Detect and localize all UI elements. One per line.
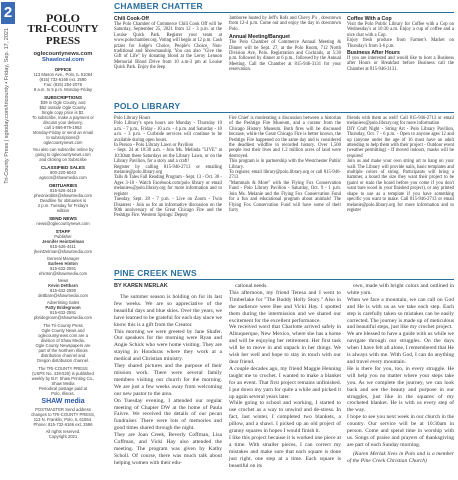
subs-line: $39 in Ogle County, and [40, 100, 86, 105]
chamber-col-2 [229, 16, 341, 73]
staff-heading: STAFF [55, 229, 71, 234]
obits-line: 2 p.m. Tuesday for Friday's [37, 203, 89, 208]
office-line: (815) 732-6166 ext. 2590 [39, 77, 87, 82]
about-line: division of Shaw Media. [41, 338, 85, 343]
subs-line: Single copy price is $2. [41, 110, 85, 115]
send-news-info [17, 221, 109, 226]
chamber-rule [114, 12, 454, 13]
obits-line: Deadline for obituaries is [39, 198, 87, 203]
stmt-line: weekly by B.F. Shaw Printing Co., [31, 376, 95, 381]
annual-meeting-text: The Polo Chamber of Commerce Annual Meeting & Dinner will be Sept. 27, at the Polo Room, 712 North Division Ave, Polo. Registration and Cocktails, at 5:30 p.m. followed by dinner at 6 p.m., followed by the Annual Meeting. Call the Chamber at 815-946-3131 for your reservation. [229, 40, 341, 73]
gm-name: Earleen Hinton [48, 261, 78, 266]
obits-line: pheonixobits@shawmedia.com [33, 193, 93, 198]
about-line: Oregon distribution channel. [36, 358, 90, 363]
subnote-line: and clicking on Subscribe [39, 157, 87, 162]
library-header: POLO LIBRARY [114, 101, 181, 111]
ad-name: Patty Bridegroom [45, 305, 81, 310]
obits-line: 815-526-4418 [49, 188, 77, 193]
library-rule [114, 112, 454, 113]
pine-creek-byline: BY KAREN MERLAK [114, 283, 168, 289]
classified-info [17, 170, 109, 180]
subnote-line: You also can subscribe online by [32, 147, 94, 152]
about-line: Ogle County Newspapers are [35, 343, 91, 348]
stmt-line: Periodical postage paid at [38, 386, 88, 391]
rights-line: All rights reserved. [45, 429, 81, 434]
about-line: oglecountynews.com are a [38, 333, 88, 338]
library-col-1: Polo Library Hours Polo Library's open hours are Monday - Thursday 10 a.m. - 7 p.m., Friday - 10 a.m. - 4 p.m. and Saturday - 10 a.m. - 3 p.m. - Curbside services will continue to be available during open hours. In Person - Polo Library Lawn or Pavilion - Sept. 24 at 10:30 a.m. - Join Ms. Melinda "LIVE" at 10:30am these Saturdays on the Library Lawn, or on the Library Pavilion, for a story and a craft! Register by calling 815-946-2713 or emailing melanie@polo.library.org Talls & Tales Fall Reading Program - Sept. 13 - Oct. 30 - Ages 3-18 - Watch Facebook.com/polo library or email melaniew@polo.library.org for more information and to register Tuesday, Sept. 28 - 7 p.m. - Live on Zoom - Twin Disasters - Join us for an informative discussion on the 90th anniversary of the Great Chicago Fire and the Peshtigo Fire. Western Springs: Deputy [114, 116, 222, 219]
office-line: 8 a.m. to 5 p.m. Monday-Friday [33, 87, 93, 92]
subs-line: $52 outside Ogle County. [39, 105, 87, 110]
masthead [17, 2, 109, 478]
publisher-contact [17, 244, 109, 254]
subscription-note [17, 147, 109, 162]
subs-line: discuss your delivery, [43, 120, 83, 125]
postmaster-info [17, 407, 109, 427]
pm-line: Phone: 815-732-6166 ext. 2596 [33, 422, 93, 427]
jeep-jamboree-text: Jamboree hosted by Jeff's Rofs and Chevy P's , downtown from 12-4 p.m. Come out and enjoy the day in downtown Polo. [229, 16, 341, 32]
subnote-line: going to oglecountynews.com [35, 152, 91, 157]
about-line: The Tri-County Press [43, 323, 83, 328]
news-contact [17, 288, 109, 298]
pine-creek-col-2: cational needs. This afternoon, my friend Teresa and I went to Timberlake for "The Buddy Holly Story." Also in the audience were Bee and Vicki Hay. I spotted them during the intermission and we shared our excitement for the excellent performance. We received word that Charlotte arrived safely in Albuquerque, New Mexico, where she has a home and will be enjoying her retirement. Her first task will be to move in and unpack in her things. We wish her well and hope to stay in touch with our dear friend. A couple decades ago, my friend Maggie Henning taught me to crochet. I wanted to make a blanket for an event. That first project remains unfinished. I put down my yarn for quite a while and picked it up again several years later. While going to school and working, I started to use crochet as a way to unwind and de-stress. In fact, last winter, I completed two blankets, a pillow, and a shawl. I picked up an old project of granny squares in hopes I would finish it. I like this project because it is worked one piece at a time. With smaller pieces, I can correct my mistakes and make sure that each square is done just right, one step at a time. Each square is beautiful on its [229, 283, 341, 469]
subscriptions-heading: SUBSCRIPTIONS [44, 95, 82, 100]
subs-line: Monday-Friday or send an email [32, 130, 94, 135]
obituaries-info [17, 188, 109, 213]
subs-line: oglecountynews.com [43, 140, 83, 145]
ad-contact [17, 310, 109, 320]
about-line: part of the Northern Illinois [38, 348, 88, 353]
ad-line: pbridegroom@shawmedia.com [33, 315, 93, 320]
chamber-col-3 [347, 16, 454, 72]
subs-line: To subscribe, make a payment or [32, 115, 94, 120]
subs-line: call 1-866-979-1953 [44, 125, 82, 130]
publisher-line: 815-526-4411 [50, 244, 76, 249]
news-line: news@oglecountynews.com [36, 221, 90, 226]
gm-contact [17, 266, 109, 276]
pine-creek-col-3: own, made with bright colors and outlined in white yarn. When we face a mountain, we can call on God and He is with us as we take each step. Each step is carefully taken so mistakes can be easily corrected. The journey is made up of meticulous and beautiful steps, just like my crochet project. We are blessed to have a guide with us while we navigate through our struggles. On the days when I have felt all alone, I remembered that He is always with me. With God, I can do anything and travel every mountain. He is there for you, too, in every struggle. He will help you no matter where your steps take you. As we complete the journey, we can look back and see the beauty and purpose in our struggles, just like in the squares of my crocheted blanket. He is with us every step of the way. I hope to see you next week in our church in the country. Our service will be at 10:30am in person. Come and spend time in worship with us. Songs of praise and prayers of thanksgiving are part of each Sunday morning. [347, 283, 454, 448]
chili-cookoff-text: The Polo Chamber of Commerce Chili Cook Off will be Saturday, September 25, 2021 from 12 - 3 p.m. at the Louise Quick Park. Register your team at www.polochamber.org. Voting will begin at 12 p.m. Cash prizes for Judge's Choice, People's Choice, Non-traditional and Showmanship. You can also "Give the Gift of Life" by donating blood at the Leroy Lennon Memorial Blood Drive from 10 a.m-3 pm at Louise Quick Park. Enjoy the Jeep [114, 22, 222, 71]
office-line: 113 Mason Ave., Polo, IL 61064 [33, 72, 93, 77]
pm-line: 113 N. Franklin, Polo, IL 61064. [33, 417, 93, 422]
pm-line: changes to TRI-COUNTY PRESS, [31, 412, 95, 417]
ad-line: 815-632-2591 [49, 310, 77, 315]
about-info [17, 323, 109, 363]
gm-title: General Manager [46, 256, 80, 261]
masthead-title-3: PRESS [45, 35, 81, 47]
pine-creek-col-3-wrap [347, 283, 454, 478]
pine-creek-header: PINE CREEK NEWS [114, 268, 197, 278]
chamber-header: CHAMBER CHATTER [114, 1, 203, 11]
obituaries-heading: OBITUARIES [48, 183, 78, 188]
masthead-url-2[interactable]: Shawlocal.com [42, 57, 84, 63]
coffee-cop-text: Visit the Polo Public Library for Coffee with a Cop on Wednesday's at 10:30 a.m. Enjoy a cup of coffee and a nice chat with a Cop. [347, 22, 454, 38]
office-heading: OFFICE [54, 67, 72, 72]
classified-line: 800-220-6042 [49, 170, 77, 175]
gm-line: 815-632-2591 [49, 266, 77, 271]
stmt-line: Polo, Illinois. [51, 391, 75, 396]
business-after-hours-text: If you are interested and would like to host a Business after Hours or Breakfast before Business call the Chamber at 815-946-3131. [347, 56, 454, 72]
pine-creek-rule [114, 279, 454, 280]
publisher-line: jheintzelman@shawmedia.com [33, 249, 93, 254]
pm-line: POSTMASTER Send address [35, 407, 91, 412]
gm-line: ehinton@shawmedia.com [38, 271, 88, 276]
send-news-heading: SEND NEWS [49, 216, 77, 221]
office-info [17, 72, 109, 92]
news-name: Kevin Dettbarn [48, 283, 78, 288]
pine-creek-col-1: The summer season is holding on for its last few weeks. We are so appreciative of the beautiful days and blue skies. Over the years, we have learned to be grateful for each day since we know this is a gift from the Creator. This morning we were greeted by Jane Shafer. Our speakers for the morning were Ryan and Angie Schick who were home visiting. They are staying in Honduras where they work at a medical and Christian ministry. They shared pictures and the purpose of their mission work. There were several family members visiting our church for the morning. We are just a few weeks away from welcoming our new pastor to the area. On Tuesday evening, I attended our regular meeting of Chapter DW at the home of Paula Faivre. We received the details of our pecan fundraiser. There were lots of memories and good times shared through the night. They are Joan Creek, Beverly Coffman, Lisa Coffman, and Vicki Hay also attended the meeting. The program was given by Kathy Scholl. Of course, there was much talk about helping women with their edu- [114, 294, 222, 466]
library-col-3: friends with them as well! Call 815-946-2713 or email melaniew@polo.library.org for more information DIY Craft Night - String Art - Polo Library Pavilion, Thursday, Oct. 7 - 6 p.m. - Open to anyone ages 12 and up (anyone under the age of 16 must have an adult attending to help them with their project - Outdoor event (weather permitting) - If moved indoors, masks will be required Join us and make your own string art to hang on your wall. The Library will provide nails, basic templates and multiple colors of string. Participants will bring a hammer, a board the size they want their project to be (paint or stain the board before you come if you don't want bare wood in your finished project), or any printed shape to use as a template if you have something specific you want to make. Call 815-946-2713 or email melanie@polo.library.org for more information and to register [347, 116, 454, 213]
rights-line: Copyright 2021 [48, 434, 78, 439]
annual-meeting-title: Annual Meeting/Banquet [229, 34, 290, 41]
chamber-col-1 [114, 16, 222, 71]
news-title: News [57, 278, 69, 283]
masthead-title: POLO [45, 11, 80, 25]
rights-info [17, 429, 109, 439]
coffee-cop-title: Coffee With a Cop [347, 16, 392, 22]
masthead-url[interactable]: oglecountynews.com [33, 51, 93, 57]
office-line: Fax: (815) 284-2078 [44, 82, 82, 87]
page-number: 2 [1, 2, 15, 24]
stmt-line: Shaw Media [51, 381, 75, 386]
dateline: Tri-County Press | sgtoday.com/tricounty • Friday, Sep. 17, 2021 [4, 28, 10, 184]
newsc-line: 815-632-2590 [49, 288, 77, 293]
subscriptions-info [17, 100, 109, 145]
subs-line: to subscriptions@ [46, 135, 80, 140]
page-strip [0, 0, 16, 480]
shaw-media-logo: SHAW media [41, 398, 85, 405]
pine-creek-tagline: (Karen Merlak lives in Polo and is a member of the Pine Creek Christian Church) [347, 450, 454, 464]
publisher-title: Publisher [54, 234, 72, 239]
statement-info [17, 366, 109, 396]
classified-line: agsccs@shawmedia.com [39, 175, 87, 180]
obits-line: edition [56, 208, 70, 213]
library-col-2: Fire Chief is moderating a discussion between a historian of the Peshtigo Fire Museum, and a curator from the Chicago History Museum. Both fires will be discussed because, while the Great Chicago Fire is better known, the Peshtigo Fire happened on the same day and is considered the deadliest wildfire in recorded history. Over 1,500 people lost their lives and 1.2 million acres of land were destroyed. This program is in partnership with the Westchester Public Library. To register, email library@polo.library.org or call 815-946-2713 "Mammals & More" with the Flying Fox Conservation Fund - Polo Library Pavilion - Saturday, Oct. 9 - 1 p.m. Join Ms. Melanie and the Flying Fox Conservation Fund for a fun and educational program about animals! The Flying Fox Conservation Fund will have some of their furry [229, 116, 341, 213]
newsc-line: dettbarn@shawmedia.com [38, 293, 88, 298]
about-line: distribution channel and [40, 353, 86, 358]
ad-title: Advertising Sales [46, 300, 80, 305]
masthead-title-2: TRI-COUNTY [27, 23, 99, 35]
farmers-market-text: Enjoy fresh produce from Farmer's Market on Thursday's from 3-6 p.m. [347, 38, 454, 49]
business-after-hours-title: Business After Hours [347, 50, 400, 57]
about-line: Ogle County News and [41, 328, 85, 333]
stmt-line: (USPS No. 438-520) is published [32, 371, 94, 376]
stmt-line: The TRI-COUNTY PRESS [38, 366, 88, 371]
classified-heading: CLASSIFIED SALES [41, 165, 85, 170]
chili-cookoff-title: Chili Cook-Off [114, 16, 149, 22]
publisher-name: Jennifer Heintzelman [41, 239, 85, 244]
